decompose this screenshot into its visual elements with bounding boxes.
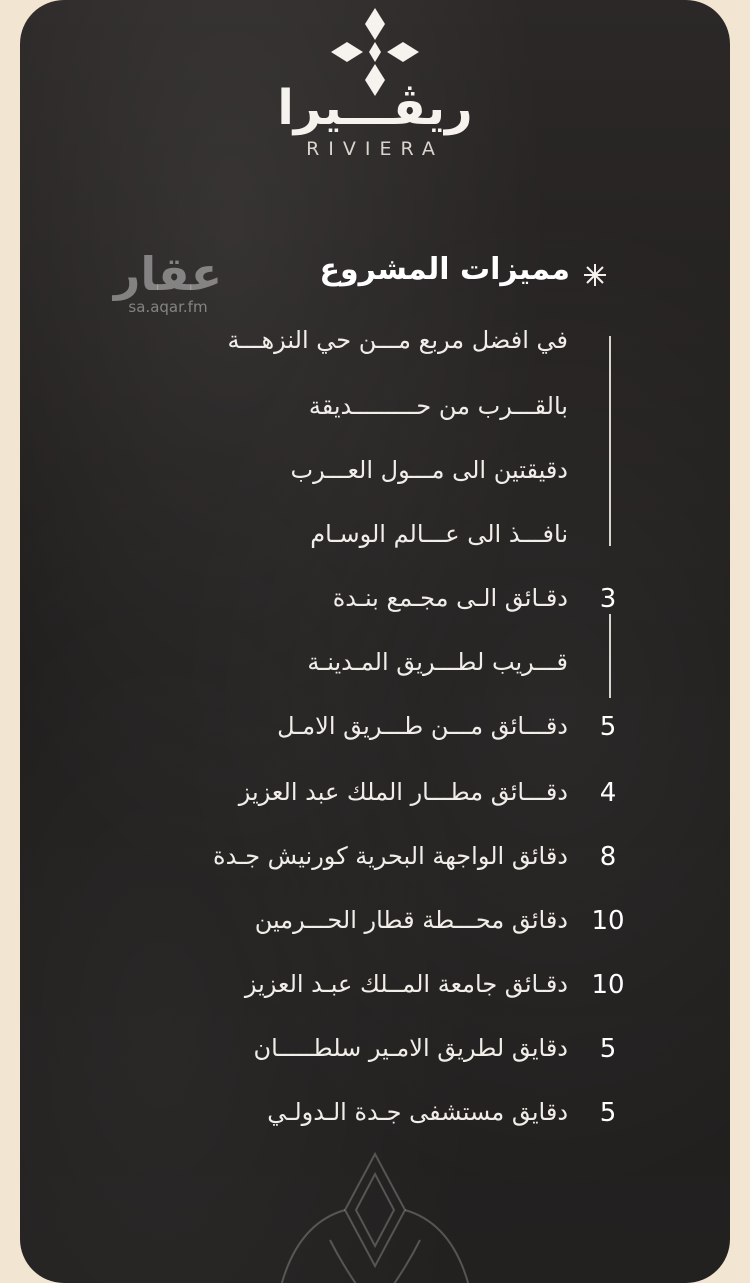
- feature-row: [20, 392, 730, 432]
- feature-minutes: 5: [599, 1034, 617, 1064]
- divider-line-top: [609, 336, 611, 546]
- watermark: [98, 247, 238, 316]
- brand-name-arabic: ريڤـــيرا: [277, 80, 473, 136]
- feature-row: [20, 326, 730, 366]
- feature-card: [20, 0, 730, 1283]
- feature-minutes: 10: [591, 906, 625, 936]
- feature-text: دقيقتين الى مـــول العـــرب: [290, 456, 568, 484]
- section-title: مميزات المشروع: [319, 252, 570, 287]
- feature-minutes: 5: [599, 712, 617, 742]
- feature-minutes: 10: [591, 970, 625, 1000]
- brand-name-english: RIVIERA: [306, 138, 444, 160]
- feature-row: [20, 842, 730, 882]
- feature-text: دقائق الواجهة البحرية كورنيش جـدة: [213, 842, 568, 870]
- feature-minutes: 4: [599, 778, 617, 808]
- feature-text: قـــريب لطـــريق المـدينـة: [307, 648, 568, 676]
- feature-row: [20, 1098, 730, 1138]
- feature-minutes: 5: [599, 1098, 617, 1128]
- feature-row: [20, 456, 730, 496]
- feature-row: [20, 584, 730, 624]
- feature-row: [20, 906, 730, 946]
- feature-text: نافـــذ الى عـــالم الوسـام: [310, 520, 568, 548]
- snowflake-ornament-icon: [582, 262, 608, 288]
- feature-row: [20, 778, 730, 818]
- feature-text: بالقـــرب من حـــــــــديقة: [308, 392, 568, 420]
- feature-text: دقائق محـــطة قطار الحـــرمين: [254, 906, 568, 934]
- feature-text: دقـائق الـى مجـمع بنـدة: [332, 584, 568, 612]
- feature-row: [20, 712, 730, 752]
- feature-row: [20, 1034, 730, 1074]
- feature-text: دقايق لطريق الامـير سلطـــــان: [253, 1034, 568, 1062]
- feature-minutes: 8: [599, 842, 617, 872]
- feature-text: في افضل مربع مـــن حي النزهـــة: [227, 326, 568, 354]
- feature-row: [20, 970, 730, 1010]
- lotus-outline-icon: [270, 1150, 480, 1283]
- feature-text: دقـائق جامعة المــلك عبـد العزيز: [244, 970, 568, 998]
- feature-row: [20, 520, 730, 560]
- feature-text: دقايق مستشفى جـدة الـدولـي: [267, 1098, 568, 1126]
- watermark-url: sa.aqar.fm: [128, 298, 208, 316]
- watermark-logo-text: عقار: [113, 247, 223, 301]
- feature-row: [20, 648, 730, 688]
- feature-text: دقـــائق مطـــار الملك عبد العزيز: [238, 778, 568, 806]
- feature-minutes: 3: [599, 584, 617, 614]
- feature-text: دقـــائق مـــن طـــريق الامـل: [277, 712, 568, 740]
